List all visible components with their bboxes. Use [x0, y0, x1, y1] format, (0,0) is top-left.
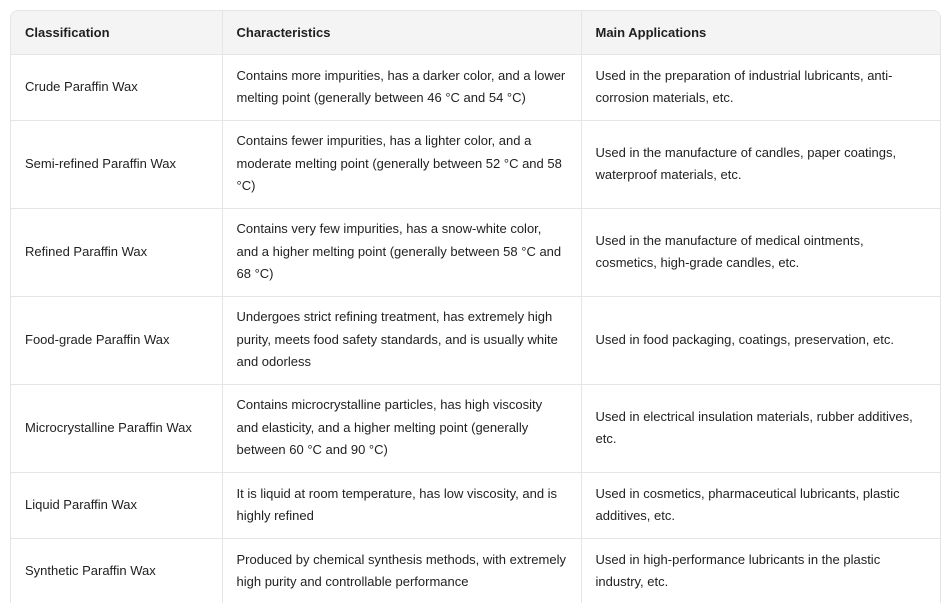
cell-applications: Used in food packaging, coatings, preservation, etc. [581, 296, 940, 384]
paraffin-wax-table [11, 11, 940, 603]
cell-classification: Liquid Paraffin Wax [11, 472, 222, 538]
cell-characteristics: Contains more impurities, has a darker color, and a lower melting point (generally between 46 °C and 54 °C) [222, 54, 581, 120]
header-main-applications: Main Applications [581, 11, 940, 54]
header-classification: Classification [11, 11, 222, 54]
cell-applications: Used in the preparation of industrial lubricants, anti-corrosion materials, etc. [581, 54, 940, 120]
cell-classification: Semi-refined Paraffin Wax [11, 120, 222, 208]
table-row [11, 538, 940, 603]
cell-applications: Used in cosmetics, pharmaceutical lubricants, plastic additives, etc. [581, 472, 940, 538]
table-row [11, 120, 940, 208]
table-row [11, 208, 940, 296]
paraffin-wax-table-container [10, 10, 941, 603]
cell-applications: Used in the manufacture of medical ointments, cosmetics, high-grade candles, etc. [581, 208, 940, 296]
cell-applications: Used in electrical insulation materials, rubber additives, etc. [581, 384, 940, 472]
cell-classification: Food-grade Paraffin Wax [11, 296, 222, 384]
cell-characteristics: Contains microcrystalline particles, has high viscosity and elasticity, and a higher melting point (generally between 60 °C and 90 °C) [222, 384, 581, 472]
cell-characteristics: Contains very few impurities, has a snow-white color, and a higher melting point (generally between 58 °C and 68 °C) [222, 208, 581, 296]
table-row [11, 384, 940, 472]
table-row [11, 54, 940, 120]
cell-classification: Synthetic Paraffin Wax [11, 538, 222, 603]
cell-classification: Microcrystalline Paraffin Wax [11, 384, 222, 472]
cell-classification: Refined Paraffin Wax [11, 208, 222, 296]
cell-characteristics: Produced by chemical synthesis methods, with extremely high purity and controllable performance [222, 538, 581, 603]
cell-classification: Crude Paraffin Wax [11, 54, 222, 120]
cell-applications: Used in the manufacture of candles, paper coatings, waterproof materials, etc. [581, 120, 940, 208]
cell-characteristics: Undergoes strict refining treatment, has extremely high purity, meets food safety standards, and is usually white and odorless [222, 296, 581, 384]
header-characteristics: Characteristics [222, 11, 581, 54]
table-row [11, 296, 940, 384]
table-header-row [11, 11, 940, 54]
cell-applications: Used in high-performance lubricants in the plastic industry, etc. [581, 538, 940, 603]
table-row [11, 472, 940, 538]
cell-characteristics: It is liquid at room temperature, has low viscosity, and is highly refined [222, 472, 581, 538]
cell-characteristics: Contains fewer impurities, has a lighter color, and a moderate melting point (generally between 52 °C and 58 °C) [222, 120, 581, 208]
